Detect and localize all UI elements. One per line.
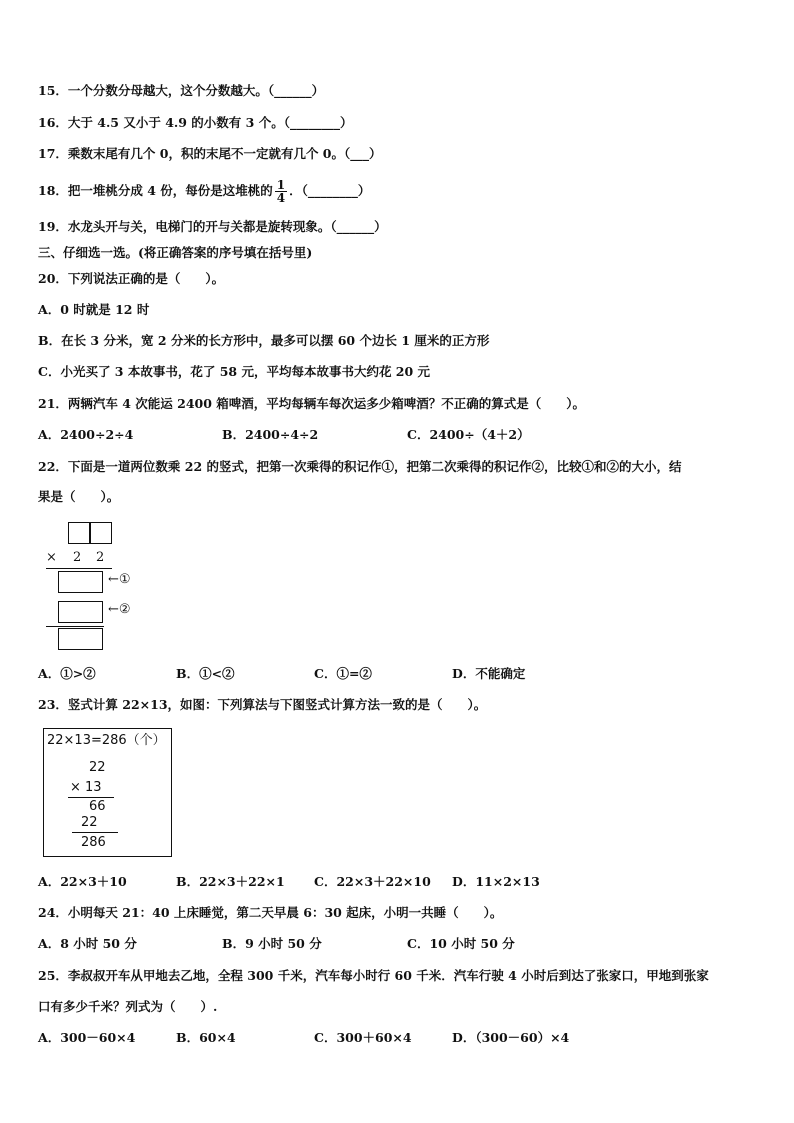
question-23-option-b: B．22×3＋22×1: [176, 874, 285, 889]
question-22-option-d: D．不能确定: [452, 666, 526, 681]
question-22-line-2: 果是（ ）。: [38, 489, 120, 504]
question-25-option-a: A．300－60×4: [38, 1030, 136, 1045]
question-16: 16．大于 4.5 又小于 4.9 的小数有 3 个。（________）: [38, 115, 353, 130]
question-20-option-b: B．在长 3 分米，宽 2 分米的长方形中，最多可以摆 60 个边长 1 厘米的正方形: [38, 333, 490, 348]
fraction: [275, 179, 287, 204]
rule-line: [68, 797, 114, 798]
question-24-option-c: C．10 小时 50 分: [407, 936, 515, 951]
question-21-option-b: B．2400÷4÷2: [222, 427, 319, 442]
rule-line: [46, 626, 104, 627]
question-20-option-a: A．0 时就是 12 时: [38, 302, 150, 317]
multiplier-digit-ones: 2: [96, 550, 105, 565]
question-21: 21．两辆汽车 4 次能运 2400 箱啤酒，平均每辆车每次运多少箱啤酒？不正确的算式是（ ）。: [38, 396, 586, 411]
partial-product-2-label: ←②: [108, 602, 131, 617]
question-22-option-c: C．①=②: [314, 666, 372, 681]
question-15: 15．一个分数分母越大，这个分数越大。（______）: [38, 83, 325, 98]
multiplicand: 22: [89, 760, 106, 775]
question-23: 23．竖式计算 22×13，如图：下列算法与下图竖式计算方法一致的是（ ）。: [38, 697, 487, 712]
question-20: 20．下列说法正确的是（ ）。: [38, 271, 225, 286]
question-18: [38, 179, 370, 204]
partial-product-2: 22: [81, 815, 98, 830]
final-product: 286: [81, 835, 106, 850]
question-18-text: 18．把一堆桃分成 4 份，每份是这堆桃的: [38, 183, 273, 198]
question-24-option-b: B．9 小时 50 分: [222, 936, 322, 951]
multiplier-digit-tens: 2: [73, 550, 82, 565]
section-heading: 三、仔细选一选。(将正确答案的序号填在括号里): [38, 245, 313, 260]
calculation-figure: [43, 728, 172, 857]
question-25-option-c: C．300＋60×4: [314, 1030, 412, 1045]
question-20-option-c: C．小光买了 3 本故事书，花了 58 元，平均每本故事书大约花 20 元: [38, 364, 431, 379]
question-25-line-2: 口有多少千米？列式为（ ）.: [38, 999, 218, 1014]
question-17: 17．乘数末尾有几个 0，积的末尾不一定就有几个 0。（___）: [38, 146, 382, 161]
calculation-title: 22×13=286（个）: [47, 733, 166, 748]
partial-product-1-box: [58, 571, 103, 593]
fraction-numerator: 1: [276, 178, 286, 192]
question-23-option-a: A．22×3＋10: [38, 874, 127, 889]
question-21-option-a: A．2400÷2÷4: [38, 427, 134, 442]
question-22-option-a: A．①>②: [38, 666, 96, 681]
product-box: [58, 628, 103, 650]
question-24: 24．小明每天 21：40 上床睡觉，第二天早晨 6：30 起床，小明一共睡（ ）。: [38, 905, 503, 920]
rule-line: [72, 832, 118, 833]
question-23-option-d: D．11×2×13: [452, 874, 540, 889]
question-22-option-b: B．①<②: [176, 666, 235, 681]
rule-line: [46, 568, 112, 569]
digit-box-ones: [90, 522, 112, 544]
question-18-blank: ．（________）: [289, 183, 371, 198]
question-25-option-b: B．60×4: [176, 1030, 236, 1045]
question-19: 19．水龙头开与关，电梯门的开与关都是旋转现象。（______）: [38, 219, 387, 234]
question-25-option-d: D．（300－60）×4: [452, 1030, 570, 1045]
times-sign: ×: [46, 550, 57, 565]
partial-product-1: 66: [89, 799, 106, 814]
partial-product-2-box: [58, 601, 103, 623]
question-24-option-a: A．8 小时 50 分: [38, 936, 137, 951]
question-23-option-c: C．22×3＋22×10: [314, 874, 431, 889]
multiplier-row: × 13: [70, 780, 102, 795]
question-22-line-1: 22．下面是一道两位数乘 22 的竖式，把第一次乘得的积记作①，把第二次乘得的积记作②，比较①和②的大小，结: [38, 459, 682, 474]
partial-product-1-label: ←①: [108, 572, 131, 587]
question-21-option-c: C．2400÷（4＋2）: [407, 427, 530, 442]
fraction-denominator: 4: [276, 191, 286, 205]
question-25-line-1: 25．李叔叔开车从甲地去乙地，全程 300 千米，汽车每小时行 60 千米．汽车行驶 4 小时后到达了张家口，甲地到张家: [38, 968, 709, 983]
digit-box-tens: [68, 522, 90, 544]
